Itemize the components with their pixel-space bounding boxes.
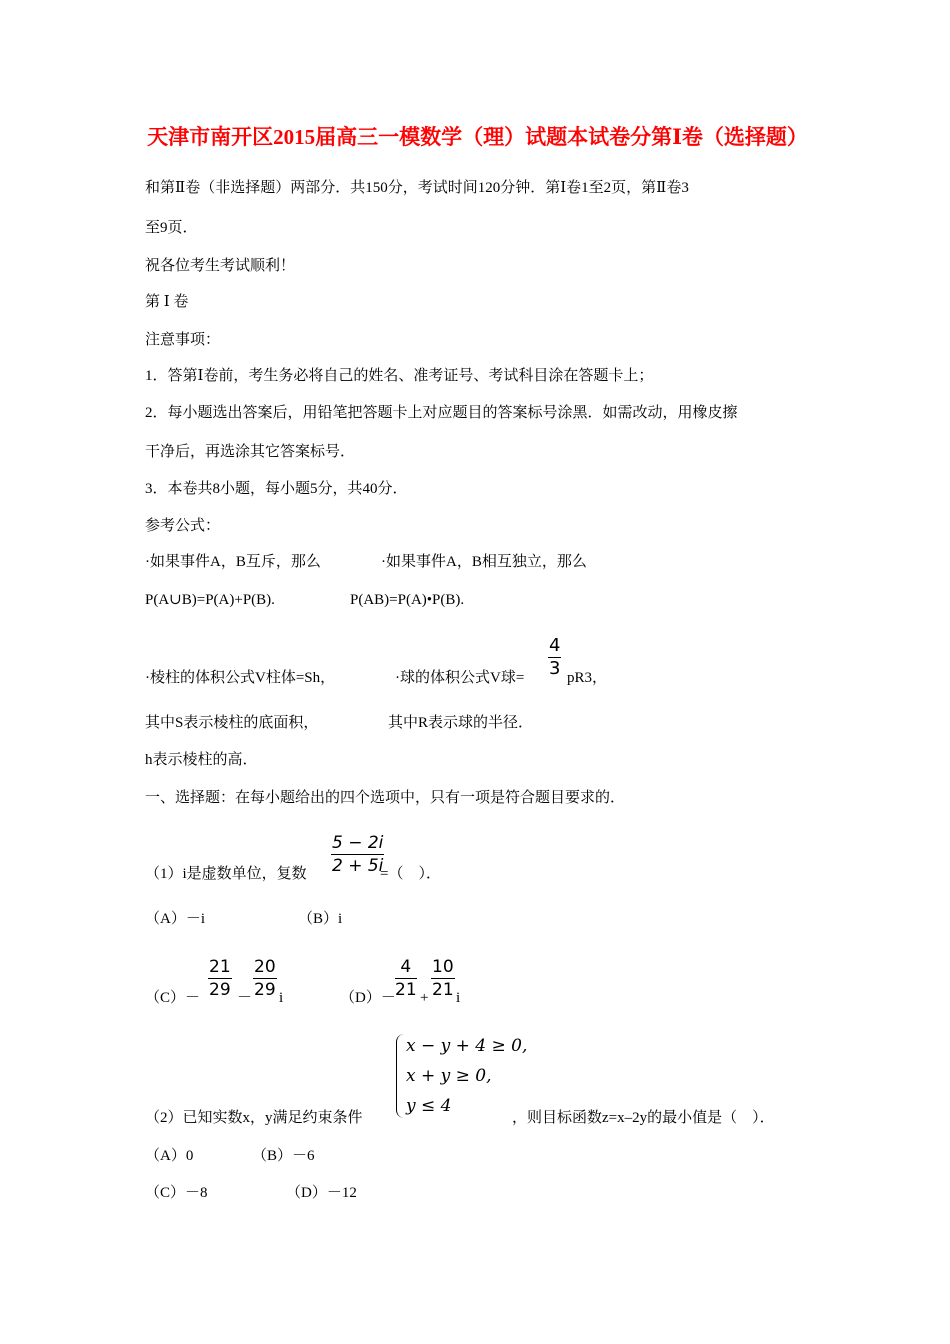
q1-option-b: （B）i — [298, 911, 343, 927]
q2-option-b: （B）－6 — [252, 1148, 315, 1164]
q2-stem-post: ，则目标函数z=x–2y的最小值是（ ）． — [512, 1110, 775, 1126]
formula-row4-left: 其中S表示棱柱的底面积， — [145, 715, 319, 731]
q1-fraction-den: 2 + 5i — [332, 856, 384, 876]
q1-option-d-frac2 — [431, 957, 455, 1000]
q1-c-den1: 29 — [209, 980, 231, 1000]
q1-d-den1: 21 — [395, 980, 417, 1000]
q1-stem-post: =（ ）． — [380, 866, 441, 882]
q1-option-c-tail: i — [279, 990, 284, 1006]
q1-option-a: （A）－i — [145, 911, 206, 927]
section-1-heading: 一、选择题：在每小题给出的四个选项中，只有一项是符合题目要求的． — [145, 790, 626, 806]
q1-stem — [145, 864, 307, 884]
q1-d-num1: 4 — [395, 957, 417, 979]
q1-option-c-mid: － — [237, 990, 253, 1006]
note-2b: 干净后，再选涂其它答案标号． — [145, 444, 356, 460]
note-3: 3．本卷共8小题，每小题5分，共40分． — [145, 481, 408, 497]
q1-option-d-tail: i — [456, 990, 461, 1006]
q1-fraction — [331, 833, 384, 876]
q1-option-c-frac2 — [253, 957, 277, 1000]
q2-constraint-2: x + y ≥ 0, — [406, 1066, 492, 1086]
formula-row2-left: P(A∪B)=P(A)+P(B). — [145, 592, 275, 608]
q2-brace — [396, 1034, 405, 1118]
formula-row5: h表示棱柱的高． — [145, 752, 258, 768]
q2-constraint-1: x − y + 4 ≥ 0, — [406, 1036, 528, 1056]
q2-constraint-system — [396, 1030, 528, 1120]
q2-option-a: （A）0 — [145, 1148, 194, 1164]
q1-option-d-frac1 — [395, 957, 417, 1000]
intro-line-2: 至9页． — [145, 220, 198, 236]
q1-stem-pre: （1）i是虚数单位，复数 — [145, 866, 307, 882]
q1-d-num2: 10 — [432, 957, 454, 977]
note-2a: 2．每小题选出答案后，用铅笔把答题卡上对应题目的答案标号涂黑．如需改动，用橡皮擦 — [145, 405, 738, 421]
q1-option-c-label: （C）－ — [145, 990, 201, 1006]
formula-row3-right-pre: ·球的体积公式V球= — [395, 670, 525, 686]
sphere-fraction — [548, 636, 561, 679]
wish-line: 祝各位考生考试顺利！ — [145, 258, 296, 274]
q1-d-den2: 21 — [432, 980, 454, 1000]
q1-option-d-label: （D）－ — [340, 990, 396, 1006]
formula-row1-right: ·如果事件A，B相互独立，那么 — [381, 554, 587, 570]
q2-constraint-3: y ≤ 4 — [406, 1096, 452, 1116]
formula-row1-left: ·如果事件A，B互斥，那么 — [145, 554, 321, 570]
formula-row2-right: P(AB)=P(A)•P(B). — [350, 592, 465, 608]
q2-stem-pre: （2）已知实数x，y满足约束条件 — [145, 1110, 363, 1126]
part-label: 第 Ⅰ 卷 — [145, 294, 189, 310]
formula-row3-right-post: pR3， — [567, 670, 608, 686]
formula-row3-left: ·棱柱的体积公式V柱体=Sh， — [145, 670, 336, 686]
q2-option-c: （C）－8 — [145, 1185, 208, 1201]
q1-option-d-mid: + — [420, 990, 429, 1006]
formula-row4-right: 其中R表示球的半径． — [388, 715, 534, 731]
q1-c-den2: 29 — [254, 980, 276, 1000]
sphere-fraction-num: 4 — [549, 635, 561, 656]
q1-c-num1: 21 — [209, 957, 231, 977]
intro-line-1: 和第Ⅱ卷（非选择题）两部分．共150分，考试时间120分钟．第Ⅰ卷1至2页，第Ⅱ卷3 — [145, 180, 689, 196]
formulas-heading: 参考公式： — [145, 518, 221, 534]
q1-c-num2: 20 — [254, 957, 276, 977]
notes-heading: 注意事项： — [145, 332, 221, 348]
document-title: 天津市南开区2015届高三一模数学（理）试题本试卷分第Ⅰ卷（选择题） — [147, 125, 808, 149]
q1-option-c-frac1 — [208, 957, 232, 1000]
q2-option-d: （D）－12 — [286, 1185, 357, 1201]
q1-fraction-num: 5 − 2i — [332, 833, 384, 853]
note-1: 1．答第Ⅰ卷前，考生务必将自己的姓名、准考证号、考试科目涂在答题卡上； — [145, 368, 654, 384]
sphere-fraction-den: 3 — [549, 658, 561, 679]
